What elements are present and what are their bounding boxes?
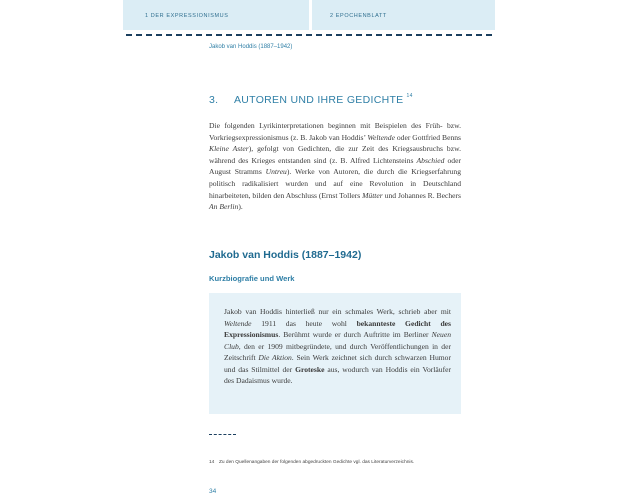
intro-paragraph: Die folgenden Lyrikinterpretationen beginnen mit Beispielen des Früh- bzw. Vorkriegsexpressionismus (z. B. Jakob van Hoddis’ Weltende oder Gottfried Benns Kleine Aster), gefolgt von Gedichten, die zur Zeit des Kriegsausbruchs bzw. während des Krieges entstanden sind (z. B. Alfred Lichtensteins Abschied oder August Stramms Untreu). Werke von Autoren, die durch die Kriegserfahrung politisch radikalisiert wurden und auf eine Revolution in Deutschland hinarbeiteten, bilden den Abschluss (Ernst Tollers Mütter und Johannes R. Bechers An Berlin). <box>209 121 461 212</box>
page-number: 34 <box>209 488 217 495</box>
chapter-number: 3. <box>209 94 219 106</box>
title-an-berlin: An Berlin <box>209 202 239 212</box>
footnote-rule <box>209 434 236 435</box>
section-heading: Jakob van Hoddis (1887–1942) <box>209 249 362 261</box>
footnote-number: 14 <box>209 460 215 465</box>
biography-box <box>209 293 461 414</box>
header-tab-epochenblatt: 2 EPOCHENBLATT <box>330 13 387 19</box>
title-untreu: Untreu <box>265 167 287 177</box>
title-muetter: Mütter <box>362 190 383 200</box>
footnote <box>209 460 414 465</box>
top-header-bar <box>123 0 495 30</box>
header-divider <box>309 0 312 30</box>
biography-text: Jakob van Hoddis hinterließ nur ein schmales Werk, schrieb aber mit Weltende 1911 das heute wohl bekannteste Gedicht des Expressionismus. Berühmt wurde er durch Auftritte im Berliner Neuen Club, den er 1909 mitbegründete, und durch Veröffentlichungen in der Zeitschrift Die Aktion. Sein Werk zeichnet sich durch schwarzen Humor und das Stilmittel der Groteske aus, wodurch van Hoddis ein Vorläufer des Dadaismus wurde. <box>224 307 451 385</box>
header-dashed-rule <box>126 34 492 36</box>
chapter-heading <box>209 93 413 106</box>
title-abschied: Abschied <box>416 155 445 165</box>
highlight-bekannteste-gedicht: bekannteste Gedicht des Expressionismus <box>224 318 451 339</box>
title-kleine-aster: Kleine Aster <box>209 144 249 154</box>
highlight-groteske: Groteske <box>295 364 325 374</box>
section-subheading: Kurzbiografie und Werk <box>209 274 295 283</box>
running-head: Jakob van Hoddis (1887–1942) <box>209 44 293 50</box>
chapter-title: AUTOREN UND IHRE GEDICHTE <box>234 94 404 106</box>
footnote-text: Zu den Quellenangaben der folgenden abgedruckten Gedichte vgl. das Literaturverzeichnis. <box>219 460 415 465</box>
title-weltende: Weltende <box>367 132 395 142</box>
chapter-footnote-ref: 14 <box>406 93 413 99</box>
header-tab-expressionismus: 1 DER EXPRESSIONISMUS <box>145 13 229 19</box>
